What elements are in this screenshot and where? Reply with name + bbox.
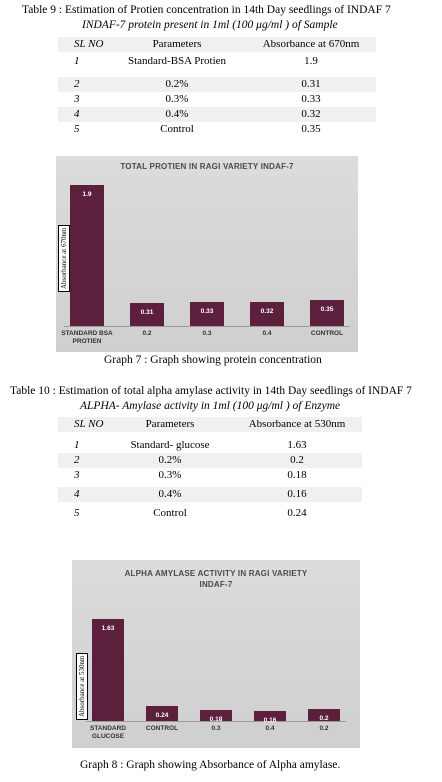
- table-cell: 0.35: [301, 123, 321, 135]
- table-row: [58, 122, 376, 137]
- table-cell: 0.18: [287, 469, 307, 481]
- table-cell: 0.2: [232, 453, 362, 468]
- table-cell: 0.4%: [108, 107, 246, 122]
- chart-title: ALPHA AMYLASE ACTIVITY IN RAGI VARIETY INDAF-7: [124, 569, 308, 589]
- table-row: [58, 487, 362, 502]
- table-cell: 5: [74, 123, 80, 135]
- bar: [310, 300, 344, 326]
- table-cell: 0.2%: [108, 77, 246, 92]
- table-cell: 0.4%: [108, 487, 232, 502]
- data-label: 0.16: [263, 717, 277, 724]
- graph8-chart: [72, 560, 360, 748]
- table9-caption: Table 9 : Estimation of Protien concentration in 14th Day seedlings of INDAF 7: [22, 4, 391, 16]
- table10-header-cell: Parameters: [108, 417, 232, 432]
- plot-area: [72, 560, 360, 748]
- table-cell: 0.16: [232, 487, 362, 502]
- table-cell: 1.9: [304, 54, 318, 67]
- table-row: [58, 92, 376, 107]
- graph7-caption: Graph 7 : Graph showing protein concentration: [104, 354, 322, 366]
- table-row: [58, 468, 362, 483]
- table-row: [58, 506, 362, 521]
- graph8-caption: Graph 8 : Graph showing Absorbance of Alpha amylase.: [80, 759, 341, 771]
- table-cell: Standard- glucose: [130, 438, 210, 451]
- bar: [130, 303, 164, 326]
- table-cell: 0.24: [287, 507, 307, 519]
- bar: [308, 709, 340, 722]
- bar: [250, 302, 284, 326]
- bar: [254, 711, 286, 724]
- y-axis-label: Absorbance at 670nm: [58, 225, 70, 292]
- table-cell: 0.33: [301, 93, 321, 105]
- data-label: 0.24: [155, 712, 169, 719]
- data-label: 1.9: [82, 191, 92, 199]
- table-cell: 2: [58, 77, 108, 92]
- table-cell: 0.3%: [165, 93, 189, 105]
- table-cell: 0.31: [246, 77, 376, 92]
- bar: [190, 302, 224, 326]
- table-cell: Control: [160, 123, 194, 135]
- table-row: [58, 107, 376, 122]
- table-row: [58, 432, 362, 453]
- y-axis-label: Absorbance at 530nm: [76, 653, 88, 720]
- table-cell: 3: [74, 469, 80, 481]
- table-row: [58, 453, 362, 468]
- data-label: 0.31: [140, 309, 154, 317]
- table-cell: Standard-BSA Protien: [127, 54, 227, 67]
- data-label: 0.32: [260, 308, 274, 316]
- x-tick-label: 0.3: [211, 725, 221, 732]
- data-label: 0.2: [319, 714, 329, 722]
- table10-subcaption: ALPHA- Amylase activity in 1ml (100 μg/ml ) of Enzyme: [80, 400, 341, 412]
- bar: [92, 619, 124, 721]
- graph7-chart: [56, 156, 358, 352]
- plot-area: [56, 156, 358, 352]
- data-label: 0.35: [320, 306, 334, 314]
- table-cell: 1.63: [287, 438, 307, 451]
- table-row: [58, 77, 376, 92]
- table9-header-cell: Absorbance at 670nm: [246, 37, 376, 52]
- x-tick-label: 0.2: [319, 725, 329, 732]
- table-cell: 1: [74, 438, 80, 451]
- x-tick-label: STANDARD BSA PROTIEN: [61, 330, 113, 345]
- x-tick-label: 0.4: [265, 725, 275, 732]
- table-cell: Control: [153, 507, 187, 519]
- x-tick-label: CONTROL: [145, 725, 179, 732]
- bar: [200, 710, 232, 721]
- table-cell: 0.2%: [108, 453, 232, 468]
- x-tick-label: 0.4: [262, 330, 272, 337]
- bar: [146, 706, 178, 721]
- chart-title: TOTAL PROTIEN IN RAGI VARIETY INDAF-7: [120, 162, 294, 171]
- x-tick-label: 0.2: [142, 330, 152, 337]
- table-cell: 0.32: [246, 107, 376, 122]
- table10-header-cell: Absorbance at 530nm: [232, 417, 362, 432]
- table-cell: 3: [74, 93, 80, 105]
- table9-header-cell: Parameters: [108, 37, 246, 52]
- x-tick-label: CONTROL: [310, 330, 344, 337]
- data-label: 0.18: [209, 715, 223, 723]
- table9-subcaption: INDAF-7 protein present in 1ml (100 μg/ml ) of Sample: [82, 19, 338, 31]
- table-row: [58, 52, 376, 70]
- table10-header-row: [58, 417, 362, 432]
- data-label: 0.33: [200, 307, 214, 315]
- table9-header-cell: SL NO: [58, 37, 108, 52]
- bar: [70, 185, 104, 326]
- table-cell: 5: [74, 507, 80, 519]
- table10-caption: Table 10 : Estimation of total alpha amylase activity in 14th Day seedlings of INDAF 7: [10, 385, 412, 397]
- x-tick-label: 0.3: [202, 330, 212, 337]
- x-tick-label: STANDARD GLUCOSE: [90, 725, 126, 740]
- table-cell: 1: [74, 54, 80, 67]
- table9: [58, 37, 376, 137]
- table10: [58, 417, 362, 521]
- table9-header-row: [58, 37, 376, 52]
- data-label: 1.63: [101, 625, 115, 633]
- table-cell: 0.3%: [158, 469, 182, 481]
- table-cell: 2: [58, 453, 108, 468]
- table-cell: 4: [58, 487, 108, 502]
- table-cell: 4: [58, 107, 108, 122]
- table10-header-cell: SL NO: [58, 417, 108, 432]
